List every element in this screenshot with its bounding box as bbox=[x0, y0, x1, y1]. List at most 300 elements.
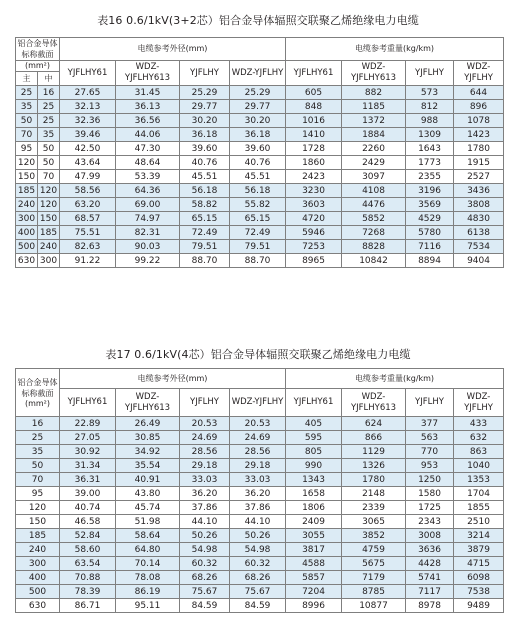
table-cell: 28.56 bbox=[180, 445, 230, 459]
model-wdz-yjflhy: WDZ-YJFLHY bbox=[454, 389, 504, 417]
table-cell: 630 bbox=[16, 254, 38, 268]
table-cell: 630 bbox=[16, 599, 60, 613]
table-cell: 150 bbox=[16, 515, 60, 529]
table-cell: 60.32 bbox=[180, 557, 230, 571]
table-cell: 896 bbox=[454, 100, 504, 114]
table-cell: 35 bbox=[16, 445, 60, 459]
table-cell: 79.51 bbox=[180, 240, 230, 254]
table-row bbox=[16, 86, 504, 100]
table-cell: 26.49 bbox=[116, 417, 180, 431]
section-header-line1: 铝合金导体 bbox=[17, 377, 58, 387]
section-header-line2: 标称截面 bbox=[21, 388, 54, 398]
table17 bbox=[15, 368, 504, 613]
table-cell: 1372 bbox=[342, 114, 406, 128]
table-cell: 3569 bbox=[406, 198, 454, 212]
table17-title: 表17 0.6/1kV(4芯）铝合金导体辐照交联聚乙烯绝缘电力电缆 bbox=[105, 348, 411, 361]
model-wdz-yjflhy: WDZ-YJFLHY bbox=[230, 61, 286, 86]
table-cell: 37.86 bbox=[230, 501, 286, 515]
table-cell: 35 bbox=[38, 128, 60, 142]
table-cell: 75.67 bbox=[230, 585, 286, 599]
table-cell: 9404 bbox=[454, 254, 504, 268]
table-cell: 70.88 bbox=[60, 571, 116, 585]
table-row bbox=[16, 543, 504, 557]
table-cell: 35.54 bbox=[116, 459, 180, 473]
table-row bbox=[16, 226, 504, 240]
table-cell: 1129 bbox=[342, 445, 406, 459]
table-cell: 300 bbox=[38, 254, 60, 268]
table-cell: 36.20 bbox=[180, 487, 230, 501]
table-cell: 4715 bbox=[454, 557, 504, 571]
section-header bbox=[16, 38, 60, 61]
model-wdz-yjflhy613: WDZ-YJFLHY613 bbox=[116, 389, 180, 417]
table16 bbox=[15, 37, 504, 268]
table-cell: 64.80 bbox=[116, 543, 180, 557]
table-row bbox=[16, 240, 504, 254]
table-cell: 33.03 bbox=[180, 473, 230, 487]
table-cell: 44.06 bbox=[116, 128, 180, 142]
table-cell: 3636 bbox=[406, 543, 454, 557]
table-cell: 3817 bbox=[286, 543, 342, 557]
table-cell: 1185 bbox=[342, 100, 406, 114]
od-group-header: 电缆参考外径(mm) bbox=[60, 369, 286, 389]
table-cell: 58.56 bbox=[60, 184, 116, 198]
table-cell: 595 bbox=[286, 431, 342, 445]
table-row bbox=[16, 473, 504, 487]
table-cell: 4108 bbox=[342, 184, 406, 198]
table-cell: 68.57 bbox=[60, 212, 116, 226]
table-cell: 43.64 bbox=[60, 156, 116, 170]
table-cell: 40.76 bbox=[180, 156, 230, 170]
table-cell: 563 bbox=[406, 431, 454, 445]
table-cell: 644 bbox=[454, 86, 504, 100]
table-row bbox=[16, 459, 504, 473]
table-cell: 69.00 bbox=[116, 198, 180, 212]
table-cell: 4830 bbox=[454, 212, 504, 226]
table-cell: 400 bbox=[16, 571, 60, 585]
table-row bbox=[16, 515, 504, 529]
table-cell: 50.26 bbox=[230, 529, 286, 543]
table-cell: 1250 bbox=[406, 473, 454, 487]
table-cell: 4476 bbox=[342, 198, 406, 212]
table-cell: 40.91 bbox=[116, 473, 180, 487]
table-cell: 50 bbox=[16, 114, 38, 128]
table-cell: 84.59 bbox=[230, 599, 286, 613]
table-cell: 120 bbox=[16, 156, 38, 170]
table-cell: 1704 bbox=[454, 487, 504, 501]
table-cell: 43.80 bbox=[116, 487, 180, 501]
table-cell: 82.63 bbox=[60, 240, 116, 254]
table-cell: 3436 bbox=[454, 184, 504, 198]
table-cell: 36.20 bbox=[230, 487, 286, 501]
table-cell: 573 bbox=[406, 86, 454, 100]
table-cell: 95 bbox=[16, 142, 38, 156]
table-cell: 25 bbox=[38, 114, 60, 128]
table-cell: 5852 bbox=[342, 212, 406, 226]
table-cell: 605 bbox=[286, 86, 342, 100]
table-cell: 32.36 bbox=[60, 114, 116, 128]
table-cell: 33.03 bbox=[230, 473, 286, 487]
table-cell: 2339 bbox=[342, 501, 406, 515]
table-cell: 7534 bbox=[454, 240, 504, 254]
table-cell: 39.46 bbox=[60, 128, 116, 142]
table-cell: 53.39 bbox=[116, 170, 180, 184]
table-cell: 624 bbox=[342, 417, 406, 431]
table-cell: 50 bbox=[16, 459, 60, 473]
table-cell: 64.36 bbox=[116, 184, 180, 198]
table-cell: 75.51 bbox=[60, 226, 116, 240]
table-row bbox=[16, 212, 504, 226]
model-yjflhy61: YJFLHY61 bbox=[286, 61, 342, 86]
table-cell: 1658 bbox=[286, 487, 342, 501]
table-cell: 74.97 bbox=[116, 212, 180, 226]
table-cell: 3065 bbox=[342, 515, 406, 529]
table-cell: 82.31 bbox=[116, 226, 180, 240]
table-cell: 4588 bbox=[286, 557, 342, 571]
table-cell: 7204 bbox=[286, 585, 342, 599]
table-cell: 1410 bbox=[286, 128, 342, 142]
table-cell: 2260 bbox=[342, 142, 406, 156]
table-cell: 5780 bbox=[406, 226, 454, 240]
table-row bbox=[16, 585, 504, 599]
table-cell: 2429 bbox=[342, 156, 406, 170]
table-cell: 150 bbox=[38, 212, 60, 226]
table-cell: 185 bbox=[16, 184, 38, 198]
table-cell: 8828 bbox=[342, 240, 406, 254]
table-cell: 3214 bbox=[454, 529, 504, 543]
table-cell: 4720 bbox=[286, 212, 342, 226]
table-cell: 3230 bbox=[286, 184, 342, 198]
model-wdz-yjflhy: WDZ-YJFLHY bbox=[454, 61, 504, 86]
model-wdz-yjflhy613: WDZ-YJFLHY613 bbox=[342, 389, 406, 417]
table-cell: 1884 bbox=[342, 128, 406, 142]
table-cell: 240 bbox=[38, 240, 60, 254]
table-cell: 240 bbox=[16, 198, 38, 212]
table-cell: 8785 bbox=[342, 585, 406, 599]
table-cell: 78.08 bbox=[116, 571, 180, 585]
table-row bbox=[16, 417, 504, 431]
table-cell: 7253 bbox=[286, 240, 342, 254]
table-cell: 27.05 bbox=[60, 431, 116, 445]
table-cell: 300 bbox=[16, 212, 38, 226]
table-cell: 3008 bbox=[406, 529, 454, 543]
table-cell: 27.65 bbox=[60, 86, 116, 100]
table-cell: 3196 bbox=[406, 184, 454, 198]
table-cell: 6098 bbox=[454, 571, 504, 585]
table-cell: 400 bbox=[16, 226, 38, 240]
table-cell: 58.82 bbox=[180, 198, 230, 212]
table-cell: 2510 bbox=[454, 515, 504, 529]
table-cell: 1728 bbox=[286, 142, 342, 156]
table-row bbox=[16, 599, 504, 613]
table-cell: 46.58 bbox=[60, 515, 116, 529]
table-cell: 1806 bbox=[286, 501, 342, 515]
table-row bbox=[16, 156, 504, 170]
table-cell: 24.69 bbox=[230, 431, 286, 445]
table-cell: 47.30 bbox=[116, 142, 180, 156]
table-cell: 24.69 bbox=[180, 431, 230, 445]
table-cell: 29.77 bbox=[230, 100, 286, 114]
table-cell: 44.10 bbox=[230, 515, 286, 529]
table-cell: 30.20 bbox=[180, 114, 230, 128]
model-wdz-yjflhy613: WDZ-YJFLHY613 bbox=[116, 61, 180, 86]
table-cell: 63.20 bbox=[60, 198, 116, 212]
wt-group-header: 电缆参考重量(kg/km) bbox=[286, 38, 504, 61]
table-row bbox=[16, 487, 504, 501]
table-cell: 50.26 bbox=[180, 529, 230, 543]
table-cell: 1016 bbox=[286, 114, 342, 128]
table-cell: 56.18 bbox=[230, 184, 286, 198]
table-cell: 5675 bbox=[342, 557, 406, 571]
table-cell: 70.14 bbox=[116, 557, 180, 571]
table-cell: 120 bbox=[38, 184, 60, 198]
od-group-header: 电缆参考外径(mm) bbox=[60, 38, 286, 61]
main-core-label: 主 bbox=[16, 72, 38, 86]
table-cell: 55.82 bbox=[230, 198, 286, 212]
table-cell: 2409 bbox=[286, 515, 342, 529]
table-cell: 88.70 bbox=[180, 254, 230, 268]
table-cell: 54.98 bbox=[180, 543, 230, 557]
table-cell: 40.74 bbox=[60, 501, 116, 515]
table-cell: 500 bbox=[16, 240, 38, 254]
table-cell: 1915 bbox=[454, 156, 504, 170]
table-cell: 300 bbox=[16, 557, 60, 571]
table-cell: 63.54 bbox=[60, 557, 116, 571]
table-cell: 1780 bbox=[454, 142, 504, 156]
table-cell: 5741 bbox=[406, 571, 454, 585]
table-cell: 4529 bbox=[406, 212, 454, 226]
table-cell: 31.45 bbox=[116, 86, 180, 100]
table-cell: 86.19 bbox=[116, 585, 180, 599]
table-cell: 805 bbox=[286, 445, 342, 459]
table-cell: 72.49 bbox=[230, 226, 286, 240]
table-cell: 2423 bbox=[286, 170, 342, 184]
table-cell: 36.31 bbox=[60, 473, 116, 487]
table-cell: 1326 bbox=[342, 459, 406, 473]
model-yjflhy: YJFLHY bbox=[180, 389, 230, 417]
section-unit: (mm²) bbox=[16, 61, 60, 72]
table-cell: 60.32 bbox=[230, 557, 286, 571]
table-cell: 3055 bbox=[286, 529, 342, 543]
table-cell: 37.86 bbox=[180, 501, 230, 515]
table-row bbox=[16, 501, 504, 515]
table-cell: 88.70 bbox=[230, 254, 286, 268]
table-cell: 1040 bbox=[454, 459, 504, 473]
table-cell: 20.53 bbox=[180, 417, 230, 431]
table-cell: 39.60 bbox=[180, 142, 230, 156]
table-cell: 86.71 bbox=[60, 599, 116, 613]
section-header-line1: 铝合金导体 bbox=[17, 39, 58, 48]
table-cell: 988 bbox=[406, 114, 454, 128]
table-row bbox=[16, 431, 504, 445]
table-cell: 953 bbox=[406, 459, 454, 473]
table-cell: 632 bbox=[454, 431, 504, 445]
table-cell: 5946 bbox=[286, 226, 342, 240]
table-cell: 58.60 bbox=[60, 543, 116, 557]
table-cell: 8978 bbox=[406, 599, 454, 613]
table-row bbox=[16, 114, 504, 128]
table-cell: 90.03 bbox=[116, 240, 180, 254]
table-cell: 185 bbox=[16, 529, 60, 543]
wt-group-header: 电缆参考重量(kg/km) bbox=[286, 369, 504, 389]
table-cell: 30.85 bbox=[116, 431, 180, 445]
table-cell: 54.98 bbox=[230, 543, 286, 557]
table-cell: 72.49 bbox=[180, 226, 230, 240]
table-cell: 35 bbox=[16, 100, 38, 114]
table-cell: 47.99 bbox=[60, 170, 116, 184]
table-cell: 58.64 bbox=[116, 529, 180, 543]
table-cell: 405 bbox=[286, 417, 342, 431]
table-cell: 2343 bbox=[406, 515, 454, 529]
table-cell: 866 bbox=[342, 431, 406, 445]
table-cell: 25 bbox=[16, 431, 60, 445]
table-row bbox=[16, 529, 504, 543]
table-cell: 863 bbox=[454, 445, 504, 459]
table-cell: 1860 bbox=[286, 156, 342, 170]
table-cell: 3603 bbox=[286, 198, 342, 212]
table-cell: 70 bbox=[38, 170, 60, 184]
table-cell: 16 bbox=[38, 86, 60, 100]
table-cell: 240 bbox=[16, 543, 60, 557]
table-cell: 1855 bbox=[454, 501, 504, 515]
model-wdz-yjflhy: WDZ-YJFLHY bbox=[230, 389, 286, 417]
section-header-line2: 标称截面 bbox=[21, 50, 54, 59]
table-cell: 10877 bbox=[342, 599, 406, 613]
table-cell: 45.51 bbox=[230, 170, 286, 184]
table-cell: 52.84 bbox=[60, 529, 116, 543]
table-cell: 99.22 bbox=[116, 254, 180, 268]
table-cell: 70 bbox=[16, 128, 38, 142]
table-cell: 4428 bbox=[406, 557, 454, 571]
table-cell: 7179 bbox=[342, 571, 406, 585]
model-yjflhy: YJFLHY bbox=[406, 61, 454, 86]
model-yjflhy61: YJFLHY61 bbox=[286, 389, 342, 417]
table-row bbox=[16, 184, 504, 198]
table-row bbox=[16, 198, 504, 212]
table-cell: 36.56 bbox=[116, 114, 180, 128]
table-cell: 1780 bbox=[342, 473, 406, 487]
table-cell: 22.89 bbox=[60, 417, 116, 431]
table-cell: 377 bbox=[406, 417, 454, 431]
table-cell: 1643 bbox=[406, 142, 454, 156]
table-cell: 40.76 bbox=[230, 156, 286, 170]
table-cell: 29.18 bbox=[230, 459, 286, 473]
table-cell: 20.53 bbox=[230, 417, 286, 431]
section-header bbox=[16, 369, 60, 417]
table-cell: 3097 bbox=[342, 170, 406, 184]
table-cell: 34.92 bbox=[116, 445, 180, 459]
table-cell: 1423 bbox=[454, 128, 504, 142]
table-cell: 120 bbox=[16, 501, 60, 515]
model-wdz-yjflhy613: WDZ-YJFLHY613 bbox=[342, 61, 406, 86]
table-cell: 68.26 bbox=[180, 571, 230, 585]
table-cell: 7538 bbox=[454, 585, 504, 599]
model-yjflhy61: YJFLHY61 bbox=[60, 61, 116, 86]
table-cell: 36.18 bbox=[230, 128, 286, 142]
table-cell: 8996 bbox=[286, 599, 342, 613]
table-cell: 32.13 bbox=[60, 100, 116, 114]
table-cell: 95 bbox=[16, 487, 60, 501]
table-cell: 120 bbox=[38, 198, 60, 212]
table-cell: 48.64 bbox=[116, 156, 180, 170]
table-cell: 78.39 bbox=[60, 585, 116, 599]
model-yjflhy: YJFLHY bbox=[406, 389, 454, 417]
table-cell: 2355 bbox=[406, 170, 454, 184]
table-cell: 56.18 bbox=[180, 184, 230, 198]
table-cell: 65.15 bbox=[230, 212, 286, 226]
table-cell: 2148 bbox=[342, 487, 406, 501]
table-cell: 6138 bbox=[454, 226, 504, 240]
table-cell: 433 bbox=[454, 417, 504, 431]
table-cell: 8965 bbox=[286, 254, 342, 268]
table-row bbox=[16, 100, 504, 114]
table-cell: 25 bbox=[16, 86, 38, 100]
table-row bbox=[16, 254, 504, 268]
table-cell: 68.26 bbox=[230, 571, 286, 585]
table-cell: 848 bbox=[286, 100, 342, 114]
table-cell: 16 bbox=[16, 417, 60, 431]
table-cell: 39.60 bbox=[230, 142, 286, 156]
table-cell: 25.29 bbox=[230, 86, 286, 100]
table-cell: 29.18 bbox=[180, 459, 230, 473]
table-cell: 1725 bbox=[406, 501, 454, 515]
table-row bbox=[16, 142, 504, 156]
table-cell: 882 bbox=[342, 86, 406, 100]
table-cell: 3808 bbox=[454, 198, 504, 212]
table-cell: 812 bbox=[406, 100, 454, 114]
table-cell: 1343 bbox=[286, 473, 342, 487]
table-cell: 8894 bbox=[406, 254, 454, 268]
table-cell: 84.59 bbox=[180, 599, 230, 613]
table-cell: 95.11 bbox=[116, 599, 180, 613]
table-cell: 3852 bbox=[342, 529, 406, 543]
table-cell: 25 bbox=[38, 100, 60, 114]
table-cell: 25.29 bbox=[180, 86, 230, 100]
table-cell: 36.18 bbox=[180, 128, 230, 142]
table-cell: 36.13 bbox=[116, 100, 180, 114]
table-cell: 39.00 bbox=[60, 487, 116, 501]
table-cell: 45.51 bbox=[180, 170, 230, 184]
table-cell: 7116 bbox=[406, 240, 454, 254]
table-row bbox=[16, 571, 504, 585]
table-cell: 91.22 bbox=[60, 254, 116, 268]
table-cell: 4759 bbox=[342, 543, 406, 557]
table-cell: 7117 bbox=[406, 585, 454, 599]
model-yjflhy61: YJFLHY61 bbox=[60, 389, 116, 417]
table16-title: 表16 0.6/1kV(3+2芯）铝合金导体辐照交联聚乙烯绝缘电力电缆 bbox=[97, 14, 419, 27]
table-cell: 1580 bbox=[406, 487, 454, 501]
table-row bbox=[16, 170, 504, 184]
table-cell: 500 bbox=[16, 585, 60, 599]
table-cell: 1353 bbox=[454, 473, 504, 487]
table-cell: 44.10 bbox=[180, 515, 230, 529]
table-cell: 10842 bbox=[342, 254, 406, 268]
table-cell: 1078 bbox=[454, 114, 504, 128]
table-cell: 9489 bbox=[454, 599, 504, 613]
table-cell: 1773 bbox=[406, 156, 454, 170]
table-cell: 75.67 bbox=[180, 585, 230, 599]
table-cell: 65.15 bbox=[180, 212, 230, 226]
table-cell: 185 bbox=[38, 226, 60, 240]
table-cell: 29.77 bbox=[180, 100, 230, 114]
section-unit: (mm²) bbox=[24, 398, 51, 408]
table-cell: 79.51 bbox=[230, 240, 286, 254]
table-cell: 150 bbox=[16, 170, 38, 184]
table-cell: 28.56 bbox=[230, 445, 286, 459]
table-cell: 42.50 bbox=[60, 142, 116, 156]
table-row bbox=[16, 445, 504, 459]
table-cell: 51.98 bbox=[116, 515, 180, 529]
table-cell: 1309 bbox=[406, 128, 454, 142]
